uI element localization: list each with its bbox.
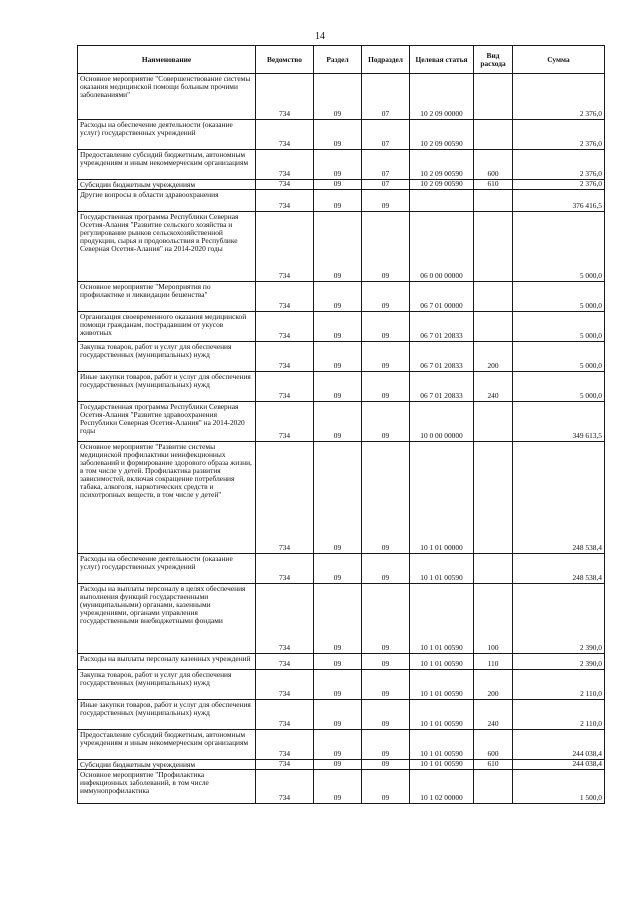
row-name: Расходы на выплаты персоналу в целях обеспечения выполнения функций государственными (муниципальными) органами, казенными учреждениями, органами управления государственными внебюджетными фондами (78, 584, 256, 654)
row-target: 10 2 09 00590 (410, 180, 474, 190)
row-department: 734 (256, 442, 314, 554)
row-sum: 2 390,0 (513, 654, 605, 670)
row-section: 09 (314, 670, 362, 700)
row-subsection: 07 (362, 150, 410, 180)
row-section: 09 (314, 190, 362, 212)
table-row (78, 120, 605, 150)
row-section: 09 (314, 212, 362, 282)
row-section: 09 (314, 730, 362, 760)
row-sum: 248 538,4 (513, 442, 605, 554)
row-section: 09 (314, 760, 362, 770)
row-section: 09 (314, 770, 362, 804)
table-row (78, 670, 605, 700)
row-target (410, 190, 474, 212)
page-number: 14 (315, 31, 325, 42)
header-target: Целевая статья (410, 46, 474, 74)
row-subsection: 09 (362, 190, 410, 212)
row-subsection: 09 (362, 700, 410, 730)
row-expense-type: 240 (474, 372, 513, 402)
row-expense-type: 610 (474, 760, 513, 770)
row-section: 09 (314, 312, 362, 342)
row-subsection: 09 (362, 770, 410, 804)
row-department: 734 (256, 190, 314, 212)
row-subsection: 09 (362, 282, 410, 312)
table-row (78, 402, 605, 442)
table-row (78, 74, 605, 120)
row-subsection: 09 (362, 402, 410, 442)
row-subsection: 09 (362, 670, 410, 700)
row-expense-type (474, 120, 513, 150)
row-sum: 2 376,0 (513, 180, 605, 190)
row-target: 10 2 09 00590 (410, 120, 474, 150)
row-department: 734 (256, 180, 314, 190)
row-section: 09 (314, 120, 362, 150)
row-department: 734 (256, 700, 314, 730)
row-department: 734 (256, 372, 314, 402)
row-expense-type (474, 442, 513, 554)
row-target: 10 1 01 00590 (410, 730, 474, 760)
table-row (78, 282, 605, 312)
row-department: 734 (256, 74, 314, 120)
row-name: Расходы на выплаты персоналу казенных учреждений (78, 654, 256, 670)
row-sum: 248 538,4 (513, 554, 605, 584)
row-department: 734 (256, 150, 314, 180)
header-section: Раздел (314, 46, 362, 74)
row-name: Основное мероприятие "Совершенствование системы оказания медицинской помощи больным прочими заболеваниями" (78, 74, 256, 120)
table-row (78, 180, 605, 190)
header-subsection: Подраздел (362, 46, 410, 74)
row-subsection: 09 (362, 554, 410, 584)
row-subsection: 09 (362, 442, 410, 554)
row-department: 734 (256, 554, 314, 584)
row-department: 734 (256, 342, 314, 372)
row-target: 06 0 00 00000 (410, 212, 474, 282)
row-name: Иные закупки товаров, работ и услуг для обеспечения государственных (муниципальных) нужд (78, 372, 256, 402)
row-expense-type (474, 554, 513, 584)
row-sum: 5 000,0 (513, 212, 605, 282)
header-department: Ведомство (256, 46, 314, 74)
row-department: 734 (256, 730, 314, 760)
header-sum: Сумма (513, 46, 605, 74)
row-department: 734 (256, 282, 314, 312)
row-expense-type (474, 190, 513, 212)
row-subsection: 07 (362, 74, 410, 120)
budget-table (77, 45, 605, 804)
row-subsection: 09 (362, 342, 410, 372)
row-expense-type: 600 (474, 730, 513, 760)
row-sum: 1 500,0 (513, 770, 605, 804)
row-expense-type (474, 74, 513, 120)
row-subsection: 09 (362, 212, 410, 282)
row-target: 10 2 09 00590 (410, 150, 474, 180)
row-target: 06 7 01 20833 (410, 312, 474, 342)
row-section: 09 (314, 402, 362, 442)
row-target: 10 1 01 00590 (410, 670, 474, 700)
row-sum: 2 110,0 (513, 670, 605, 700)
row-expense-type (474, 402, 513, 442)
table-row (78, 584, 605, 654)
row-name: Расходы на обеспечение деятельности (оказание услуг) государственных учреждений (78, 554, 256, 584)
row-target: 10 1 01 00590 (410, 554, 474, 584)
row-target: 10 1 01 00590 (410, 760, 474, 770)
table-row (78, 654, 605, 670)
table-row (78, 372, 605, 402)
row-department: 734 (256, 584, 314, 654)
row-expense-type: 100 (474, 584, 513, 654)
row-subsection: 09 (362, 654, 410, 670)
row-name: Основное мероприятие "Развитие системы медицинской профилактики неинфекционных заболеваний и формирование здорового образа жизни, в том числе у детей. Профилактика развития зависимостей, включая сокращение потребления табака, алкоголя, наркотических средств и психотропных веществ, в том числе у детей" (78, 442, 256, 554)
row-sum: 5 000,0 (513, 282, 605, 312)
row-target: 10 1 01 00590 (410, 654, 474, 670)
row-section: 09 (314, 700, 362, 730)
row-sum: 5 000,0 (513, 372, 605, 402)
table-row (78, 760, 605, 770)
table-row (78, 442, 605, 554)
row-section: 09 (314, 442, 362, 554)
row-sum: 5 000,0 (513, 312, 605, 342)
row-expense-type (474, 770, 513, 804)
row-sum: 244 038,4 (513, 730, 605, 760)
row-section: 09 (314, 282, 362, 312)
row-sum: 2 376,0 (513, 74, 605, 120)
row-name: Иные закупки товаров, работ и услуг для обеспечения государственных (муниципальных) нужд (78, 700, 256, 730)
row-department: 734 (256, 770, 314, 804)
table-row (78, 342, 605, 372)
row-target: 10 1 02 00000 (410, 770, 474, 804)
row-sum: 349 613,5 (513, 402, 605, 442)
row-sum: 2 110,0 (513, 700, 605, 730)
row-department: 734 (256, 120, 314, 150)
row-target: 06 7 01 00000 (410, 282, 474, 312)
row-department: 734 (256, 402, 314, 442)
row-expense-type: 200 (474, 670, 513, 700)
row-section: 09 (314, 584, 362, 654)
row-name: Субсидии бюджетным учреждениям (78, 180, 256, 190)
row-section: 09 (314, 74, 362, 120)
row-section: 09 (314, 372, 362, 402)
row-name: Государственная программа Республики Северная Осетия-Алания "Развитие здравоохранения Республики Северная Осетия-Алания" на 2014-2020 годы (78, 402, 256, 442)
row-name: Государственная программа Республики Северная Осетия-Алания "Развитие сельского хозяйства и регулирование рынков сельскохозяйственной продукции, сырья и продовольствия в Республике Северная Осетия-Алания" на 2014-2020 годы (78, 212, 256, 282)
row-department: 734 (256, 654, 314, 670)
table-row (78, 150, 605, 180)
header-expense-type: Вид расхода (474, 46, 513, 74)
table-row (78, 212, 605, 282)
table-row (78, 730, 605, 760)
row-target: 10 1 01 00590 (410, 584, 474, 654)
row-section: 09 (314, 180, 362, 190)
row-subsection: 09 (362, 730, 410, 760)
row-name: Основное мероприятие "Мероприятия по профилактике и ликвидации бешенства" (78, 282, 256, 312)
table-row (78, 770, 605, 804)
row-sum: 5 000,0 (513, 342, 605, 372)
row-section: 09 (314, 654, 362, 670)
row-sum: 376 416,5 (513, 190, 605, 212)
row-name: Закупка товаров, работ и услуг для обеспечения государственных (муниципальных) нужд (78, 342, 256, 372)
row-section: 09 (314, 150, 362, 180)
row-subsection: 07 (362, 120, 410, 150)
row-name: Организация своевременного оказания медицинской помощи гражданам, пострадавшим от укусов животных (78, 312, 256, 342)
table-row (78, 312, 605, 342)
row-expense-type: 600 (474, 150, 513, 180)
row-sum: 2 390,0 (513, 584, 605, 654)
row-sum: 2 376,0 (513, 120, 605, 150)
row-expense-type: 240 (474, 700, 513, 730)
table-row (78, 554, 605, 584)
row-name: Предоставление субсидий бюджетным, автономным учреждениям и иным некоммерческим организациям (78, 730, 256, 760)
row-department: 734 (256, 670, 314, 700)
row-department: 734 (256, 312, 314, 342)
table-body (78, 74, 605, 804)
row-name: Предоставление субсидий бюджетным, автономным учреждениям и иным некоммерческим организациям (78, 150, 256, 180)
header-name: Наименование (78, 46, 256, 74)
row-department: 734 (256, 760, 314, 770)
row-name: Другие вопросы в области здравоохранения (78, 190, 256, 212)
row-target: 06 7 01 20833 (410, 372, 474, 402)
row-name: Субсидии бюджетным учреждениям (78, 760, 256, 770)
row-section: 09 (314, 342, 362, 372)
row-sum: 244 038,4 (513, 760, 605, 770)
row-target: 10 2 09 00000 (410, 74, 474, 120)
row-target: 06 7 01 20833 (410, 342, 474, 372)
row-subsection: 09 (362, 584, 410, 654)
row-expense-type: 610 (474, 180, 513, 190)
row-subsection: 07 (362, 180, 410, 190)
row-target: 10 1 01 00000 (410, 442, 474, 554)
row-section: 09 (314, 554, 362, 584)
row-name: Основное мероприятие "Профилактика инфекционных заболеваний, в том числе иммунопрофилактика (78, 770, 256, 804)
row-subsection: 09 (362, 760, 410, 770)
row-expense-type (474, 312, 513, 342)
row-target: 10 1 01 00590 (410, 700, 474, 730)
table-row (78, 190, 605, 212)
row-subsection: 09 (362, 372, 410, 402)
row-department: 734 (256, 212, 314, 282)
row-target: 10 0 00 00000 (410, 402, 474, 442)
table-header-row (78, 46, 605, 74)
row-subsection: 09 (362, 312, 410, 342)
row-expense-type: 200 (474, 342, 513, 372)
row-name: Расходы на обеспечение деятельности (оказание услуг) государственных учреждений (78, 120, 256, 150)
table-row (78, 700, 605, 730)
row-expense-type (474, 212, 513, 282)
row-name: Закупка товаров, работ и услуг для обеспечения государственных (муниципальных) нужд (78, 670, 256, 700)
row-sum: 2 376,0 (513, 150, 605, 180)
row-expense-type (474, 282, 513, 312)
row-expense-type: 110 (474, 654, 513, 670)
